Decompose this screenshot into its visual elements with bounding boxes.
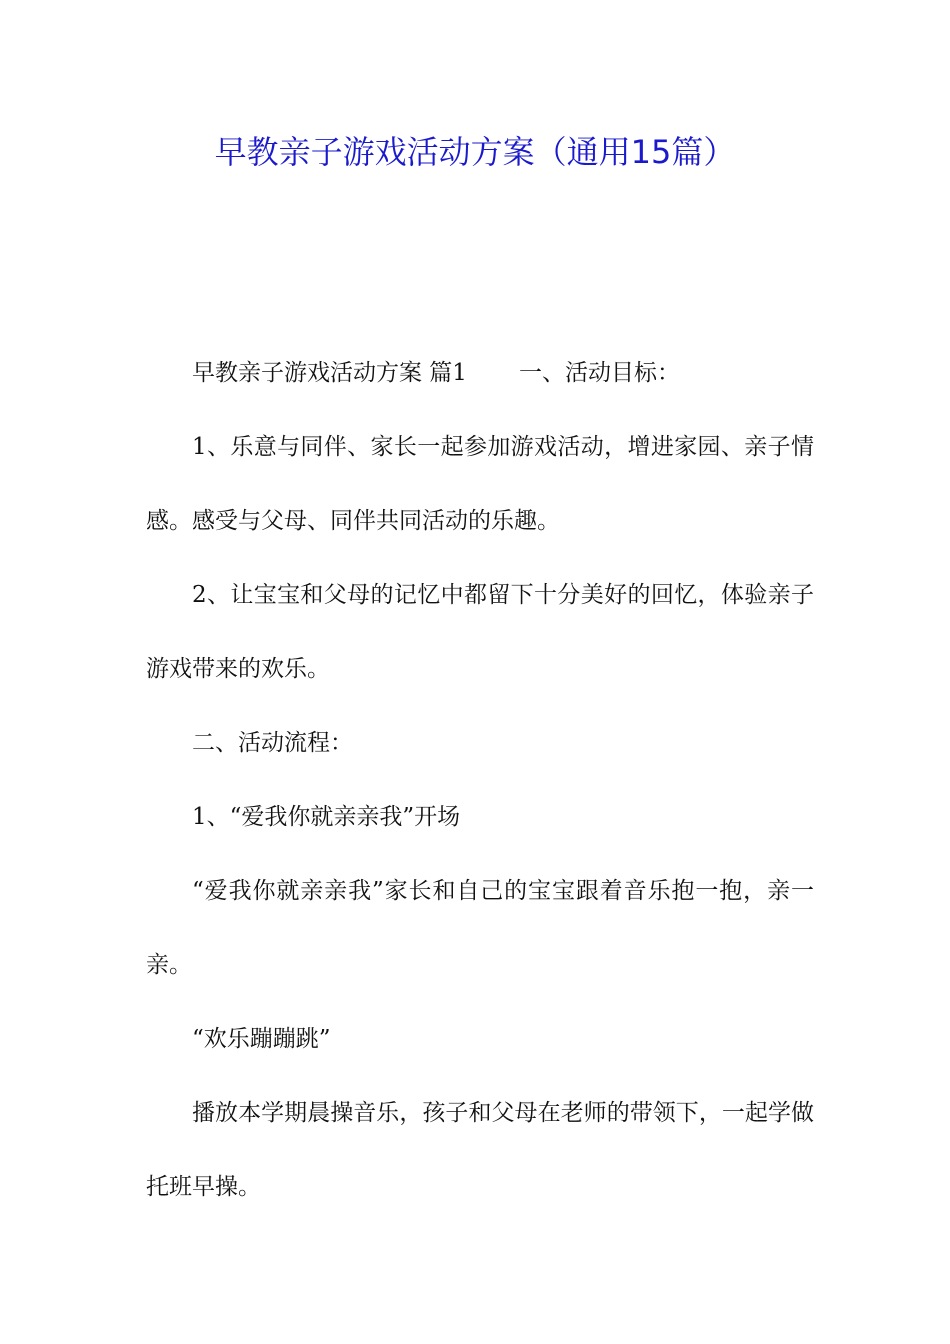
document-title: 早教亲子游戏活动方案（通用15篇）	[214, 133, 736, 171]
paragraph-goal-1: 1、乐意与同伴、家长一起参加游戏活动，增进家园、亲子情感。感受与父母、同伴共同活动的乐趣。	[146, 434, 814, 534]
paragraph-goal-2: 2、让宝宝和父母的记忆中都留下十分美好的回忆，体验亲子游戏带来的欢乐。	[146, 582, 814, 682]
section-heading-process: 二、活动流程：	[192, 730, 353, 756]
section-heading-goals: 一、活动目标：	[518, 360, 680, 386]
article-heading: 早教亲子游戏活动方案 篇1	[192, 360, 467, 386]
paragraph-step-1: 1、“爱我你就亲亲我”开场	[192, 804, 461, 830]
paragraph-step-1-detail: “爱我你就亲亲我”家长和自己的宝宝跟着音乐抱一抱，亲一亲。	[146, 878, 814, 978]
document-body	[146, 336, 814, 1224]
paragraph-heading-line	[146, 336, 814, 410]
paragraph-step-2-detail: 播放本学期晨操音乐，孩子和父母在老师的带领下，一起学做托班早操。	[146, 1100, 814, 1200]
paragraph-step-2: “欢乐蹦蹦跳”	[192, 1026, 331, 1052]
